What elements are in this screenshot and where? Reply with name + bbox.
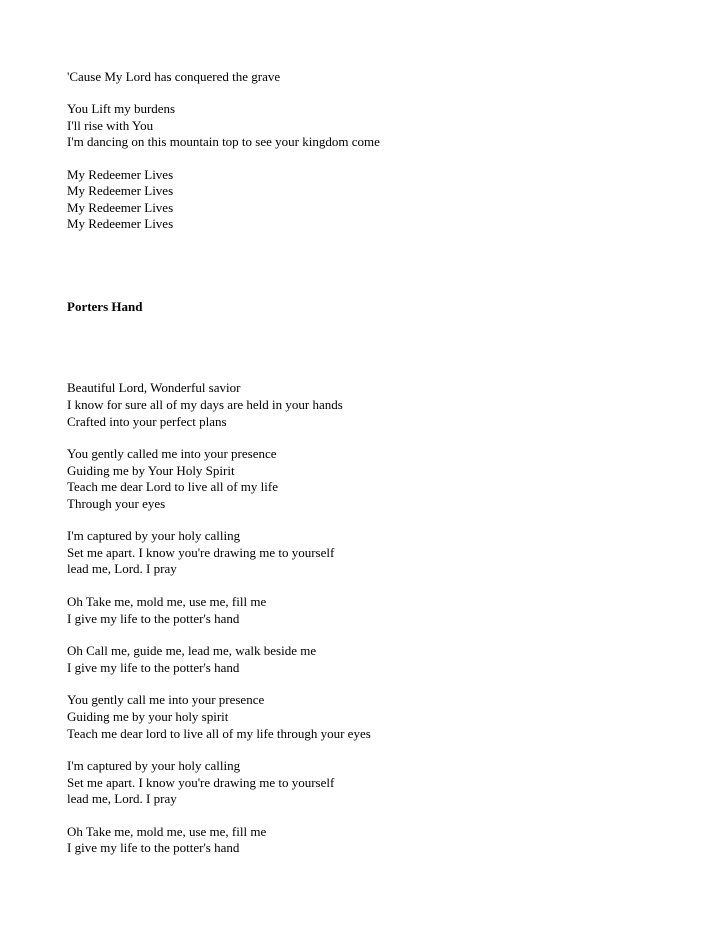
lyric-line: Through your eyes [67, 496, 166, 511]
lyric-line: Set me apart. I know you're drawing me to yourself [67, 775, 335, 790]
lyric-line: Guiding me by your holy spirit [67, 709, 229, 724]
song-title: Porters Hand [67, 299, 143, 314]
lyric-line: Oh Call me, guide me, lead me, walk beside me [67, 643, 317, 658]
lyric-line: I know for sure all of my days are held in your hands [67, 397, 343, 412]
lyric-line: I give my life to the potter's hand [67, 840, 240, 855]
lyric-line: Teach me dear lord to live all of my life through your eyes [67, 726, 371, 741]
lyric-line: I'm dancing on this mountain top to see your kingdom come [67, 134, 380, 149]
lyric-line: You Lift my burdens [67, 101, 176, 116]
lyric-line: You gently called me into your presence [67, 446, 277, 461]
lyric-line: I'm captured by your holy calling [67, 758, 241, 773]
lyric-line: Crafted into your perfect plans [67, 414, 227, 429]
lyric-line: My Redeemer Lives [67, 200, 174, 215]
lyric-line: You gently call me into your presence [67, 692, 265, 707]
lyric-line: I give my life to the potter's hand [67, 660, 240, 675]
lyric-line: Oh Take me, mold me, use me, fill me [67, 594, 267, 609]
lyric-line: Teach me dear Lord to live all of my life [67, 479, 278, 494]
lyric-line: Beautiful Lord, Wonderful savior [67, 380, 241, 395]
lyric-line: lead me, Lord. I pray [67, 791, 177, 806]
lyric-line: 'Cause My Lord has conquered the grave [67, 69, 281, 84]
lyric-line: My Redeemer Lives [67, 216, 174, 231]
lyric-line: Guiding me by Your Holy Spirit [67, 463, 235, 478]
lyric-line: Set me apart. I know you're drawing me to yourself [67, 545, 335, 560]
lyric-line: My Redeemer Lives [67, 167, 174, 182]
lyric-line: lead me, Lord. I pray [67, 561, 177, 576]
lyric-line: I'm captured by your holy calling [67, 528, 241, 543]
lyric-line: I give my life to the potter's hand [67, 611, 240, 626]
lyric-line: I'll rise with You [67, 118, 154, 133]
lyric-line: My Redeemer Lives [67, 183, 174, 198]
lyric-line: Oh Take me, mold me, use me, fill me [67, 824, 267, 839]
